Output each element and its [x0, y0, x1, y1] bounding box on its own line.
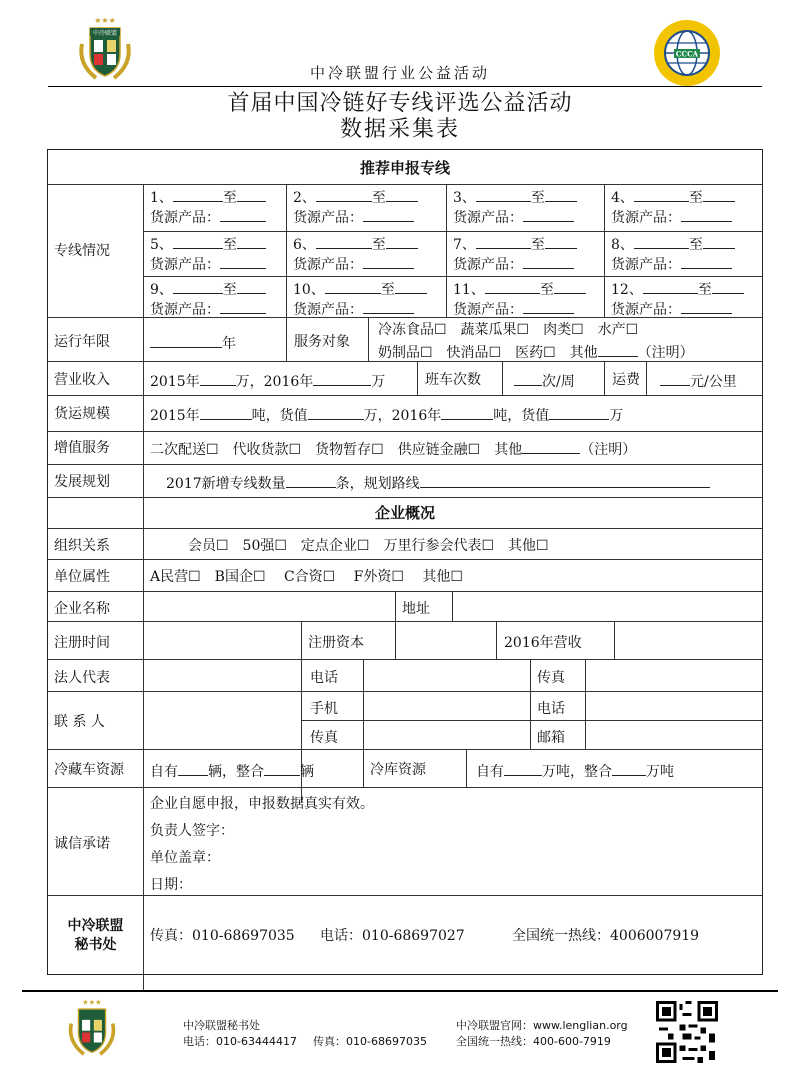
legal-fax-label: 传真: [537, 670, 565, 686]
qr-code-icon[interactable]: [656, 1001, 718, 1063]
refrigerated-truck-label: 冷藏车资源: [54, 762, 124, 778]
route-10-goods[interactable]: 货源产品：: [293, 299, 414, 319]
secretariat-phone: 电话：010-68697027: [320, 928, 465, 944]
svg-text:中冷联盟: 中冷联盟: [92, 30, 118, 37]
route-9-endpoints[interactable]: 9、 至: [150, 279, 266, 299]
cold-storage-field[interactable]: 自有 万吨，整合 万吨: [476, 761, 674, 781]
footer-org: 中冷联盟秘书处: [183, 1019, 260, 1032]
address-label: 地址: [402, 601, 430, 617]
alliance-footer-logo-icon: [64, 996, 120, 1060]
footer-phone: 电话：010-63444417: [183, 1035, 297, 1048]
route-3-endpoints[interactable]: 3、 至: [453, 187, 577, 207]
pledge-signature[interactable]: 负责人签字：: [150, 823, 234, 839]
freight-fee-label: 运费: [612, 372, 640, 388]
contact-person-label: 联 系 人: [54, 714, 105, 730]
secretariat-label-2: 秘书处: [74, 937, 117, 953]
footer-divider: [22, 990, 778, 992]
route-8-endpoints[interactable]: 8、 至: [611, 234, 735, 254]
contact-phone-label: 电话: [537, 701, 565, 717]
section-company-overview-title: 企业概况: [374, 504, 435, 522]
document-title: 首届中国冷链好专线评选公益活动: [227, 91, 573, 116]
contact-fax-label: 传真: [310, 730, 338, 746]
freight-fee-field[interactable]: 元/公里: [660, 371, 737, 391]
revenue-2016-label: 2016年营收: [504, 635, 582, 651]
unit-type-options[interactable]: A民营☐ B国企☐ C合资☐ F外资☐ 其他☐: [150, 569, 463, 585]
route-12-goods[interactable]: 货源产品：: [611, 299, 732, 319]
revenue-field[interactable]: 2015年 万，2016年 万: [150, 371, 385, 391]
revenue-label: 营业收入: [54, 372, 110, 388]
route-12-endpoints[interactable]: 12、 至: [611, 279, 744, 299]
route-4-goods[interactable]: 货源产品：: [611, 207, 732, 227]
route-2-endpoints[interactable]: 2、 至: [293, 187, 418, 207]
route-3-goods[interactable]: 货源产品：: [453, 207, 574, 227]
route-4-endpoints[interactable]: 4、 至: [611, 187, 735, 207]
contact-email-label: 邮箱: [537, 730, 565, 746]
route-8-goods[interactable]: 货源产品：: [611, 254, 732, 274]
pledge-date[interactable]: 日期：: [150, 877, 192, 893]
route-6-goods[interactable]: 货源产品：: [293, 254, 414, 274]
company-name-label: 企业名称: [54, 601, 110, 617]
operating-years-label: 运行年限: [54, 334, 110, 350]
legal-representative-label: 法人代表: [54, 670, 110, 686]
route-11-goods[interactable]: 货源产品：: [453, 299, 574, 319]
pledge-seal[interactable]: 单位盖章：: [150, 850, 220, 866]
service-target-label: 服务对象: [294, 334, 350, 350]
header-subtitle: 中冷联盟行业公益活动: [309, 64, 490, 82]
footer-website[interactable]: 中冷联盟官网：www.lenglian.org: [456, 1019, 628, 1032]
contact-mobile-label: 手机: [310, 701, 338, 717]
refrigerated-truck-field[interactable]: 自有 辆，整合 辆: [150, 761, 314, 781]
value-added-services-label: 增值服务: [54, 440, 110, 456]
route-9-goods[interactable]: 货源产品：: [150, 299, 266, 319]
route-6-endpoints[interactable]: 6、 至: [293, 234, 418, 254]
header-divider: [48, 86, 762, 87]
development-plan-field[interactable]: 2017新增专线数量 条，规划路线: [166, 473, 710, 493]
operating-years-field[interactable]: 年: [150, 333, 236, 353]
secretariat-hotline: 全国统一热线：4006007919: [512, 928, 700, 944]
registered-capital-label: 注册资本: [308, 635, 364, 651]
pledge-line-1: 企业自愿申报，申报数据真实有效。: [150, 796, 374, 812]
freight-scale-label: 货运规模: [54, 406, 110, 422]
service-options-row1[interactable]: 冷冻食品☐ 蔬菜瓜果☐ 肉类☐ 水产☐: [378, 322, 639, 338]
route-2-goods[interactable]: 货源产品：: [293, 207, 414, 227]
unit-type-label: 单位属性: [54, 569, 110, 585]
secretariat-fax: 传真：010-68697035: [150, 928, 295, 944]
section-recommended-routes-title: 推荐申报专线: [359, 159, 450, 177]
integrity-pledge-label: 诚信承诺: [54, 836, 110, 852]
svg-text:★★★: ★★★: [94, 16, 116, 25]
development-plan-label: 发展规划: [54, 474, 110, 490]
svg-text:CCCA: CCCA: [675, 49, 699, 59]
value-added-services-options[interactable]: 二次配送☐ 代收货款☐ 货物暂存☐ 供应链金融☐ 其他 （注明）: [150, 439, 636, 459]
route-11-endpoints[interactable]: 11、 至: [453, 279, 586, 299]
route-1-goods[interactable]: 货源产品：: [150, 207, 266, 227]
data-collection-form: [47, 149, 763, 975]
service-options-row2[interactable]: 奶制品☐ 快消品☐ 医药☐ 其他 （注明）: [378, 342, 694, 362]
footer-hotline: 全国统一热线：400-600-7919: [456, 1035, 611, 1048]
legal-phone-label: 电话: [310, 670, 338, 686]
svg-text:★★★: ★★★: [82, 997, 102, 1007]
freight-scale-field[interactable]: 2015年 吨，货值 万，2016年 吨，货值 万: [150, 405, 623, 425]
shuttle-trips-field[interactable]: 次/周: [514, 371, 575, 391]
route-7-endpoints[interactable]: 7、 至: [453, 234, 577, 254]
org-relation-label: 组织关系: [54, 538, 110, 554]
cold-storage-label: 冷库资源: [370, 762, 426, 778]
route-5-endpoints[interactable]: 5、 至: [150, 234, 266, 254]
secretariat-label-1: 中冷联盟: [67, 918, 124, 934]
route-10-endpoints[interactable]: 10、 至: [293, 279, 427, 299]
shuttle-trips-label: 班车次数: [425, 372, 481, 388]
registration-date-label: 注册时间: [54, 635, 110, 651]
route-1-endpoints[interactable]: 1、 至: [150, 187, 266, 207]
route-situation-label: 专线情况: [54, 243, 110, 259]
footer-fax: 传真：010-68697035: [313, 1035, 427, 1048]
org-relation-options[interactable]: 会员☐ 50强☐ 定点企业☐ 万里行参会代表☐ 其他☐: [188, 538, 549, 554]
route-7-goods[interactable]: 货源产品：: [453, 254, 574, 274]
document-title-line2: 数据采集表: [339, 117, 460, 142]
route-5-goods[interactable]: 货源产品：: [150, 254, 266, 274]
